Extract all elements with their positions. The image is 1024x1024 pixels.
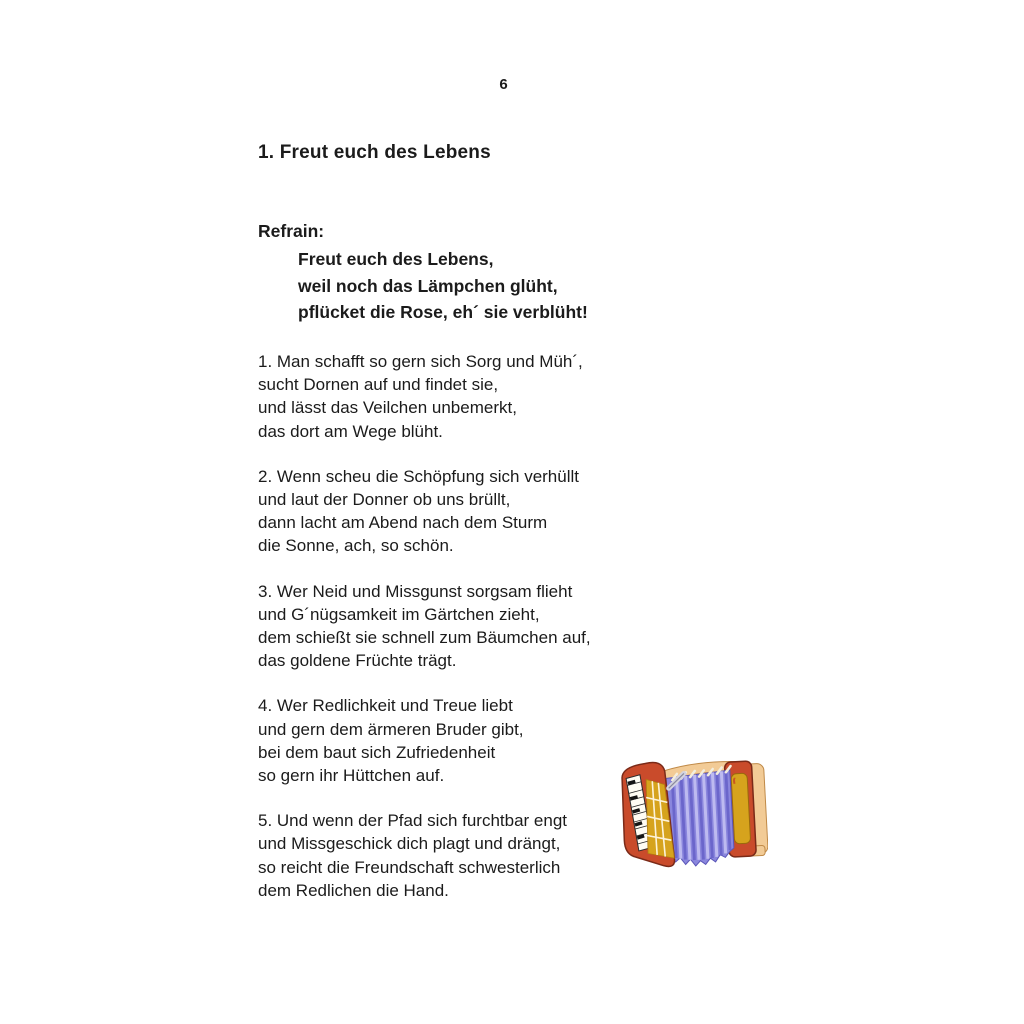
- verse-line: und gern dem ärmeren Bruder gibt,: [258, 719, 524, 739]
- verse-1: [258, 350, 591, 443]
- refrain: [298, 246, 588, 326]
- refrain-label: Refrain:: [258, 221, 325, 241]
- verse-line: sucht Dornen auf und findet sie,: [258, 375, 499, 395]
- refrain-line: pflücket die Rose, eh´ sie verblüht!: [298, 302, 588, 322]
- song-title: 1. Freut euch des Lebens: [258, 142, 491, 163]
- verse-line: das goldene Früchte trägt.: [258, 651, 457, 671]
- accordion-illustration: [620, 755, 768, 870]
- verse-4: [258, 694, 591, 787]
- verse-line: bei dem baut sich Zufriedenheit: [258, 742, 496, 762]
- verse-line: dem Redlichen die Hand.: [258, 880, 449, 900]
- verses: [258, 350, 591, 924]
- verse-line: und laut der Donner ob uns brüllt,: [258, 490, 511, 510]
- verse-5: [258, 809, 591, 902]
- verse-line: 3. Wer Neid und Missgunst sorgsam flieht: [258, 581, 573, 601]
- refrain-line: Freut euch des Lebens,: [298, 249, 494, 269]
- accordion-icon: [620, 755, 768, 870]
- page-number: 6: [499, 76, 508, 93]
- verse-line: und lässt das Veilchen unbemerkt,: [258, 398, 517, 418]
- verse-line: 2. Wenn scheu die Schöpfung sich verhüllt: [258, 466, 579, 486]
- verse-line: dann lacht am Abend nach dem Sturm: [258, 513, 548, 533]
- verse-2: [258, 465, 591, 558]
- verse-line: so reicht die Freundschaft schwesterlich: [258, 857, 561, 877]
- refrain-line: weil noch das Lämpchen glüht,: [298, 275, 558, 296]
- verse-line: das dort am Wege blüht.: [258, 421, 443, 441]
- verse-line: 5. Und wenn der Pfad sich furchtbar engt: [258, 811, 568, 831]
- verse-3: [258, 580, 591, 673]
- verse-line: 4. Wer Redlichkeit und Treue liebt: [258, 696, 513, 716]
- verse-line: die Sonne, ach, so schön.: [258, 536, 454, 556]
- verse-line: so gern ihr Hüttchen auf.: [258, 766, 445, 786]
- verse-line: 1. Man schafft so gern sich Sorg und Müh´,: [258, 352, 583, 371]
- verse-line: und G´nügsamkeit im Gärtchen zieht,: [258, 604, 540, 624]
- verse-line: dem schießt sie schnell zum Bäumchen auf,: [258, 628, 591, 648]
- verse-line: und Missgeschick dich plagt und drängt,: [258, 834, 561, 854]
